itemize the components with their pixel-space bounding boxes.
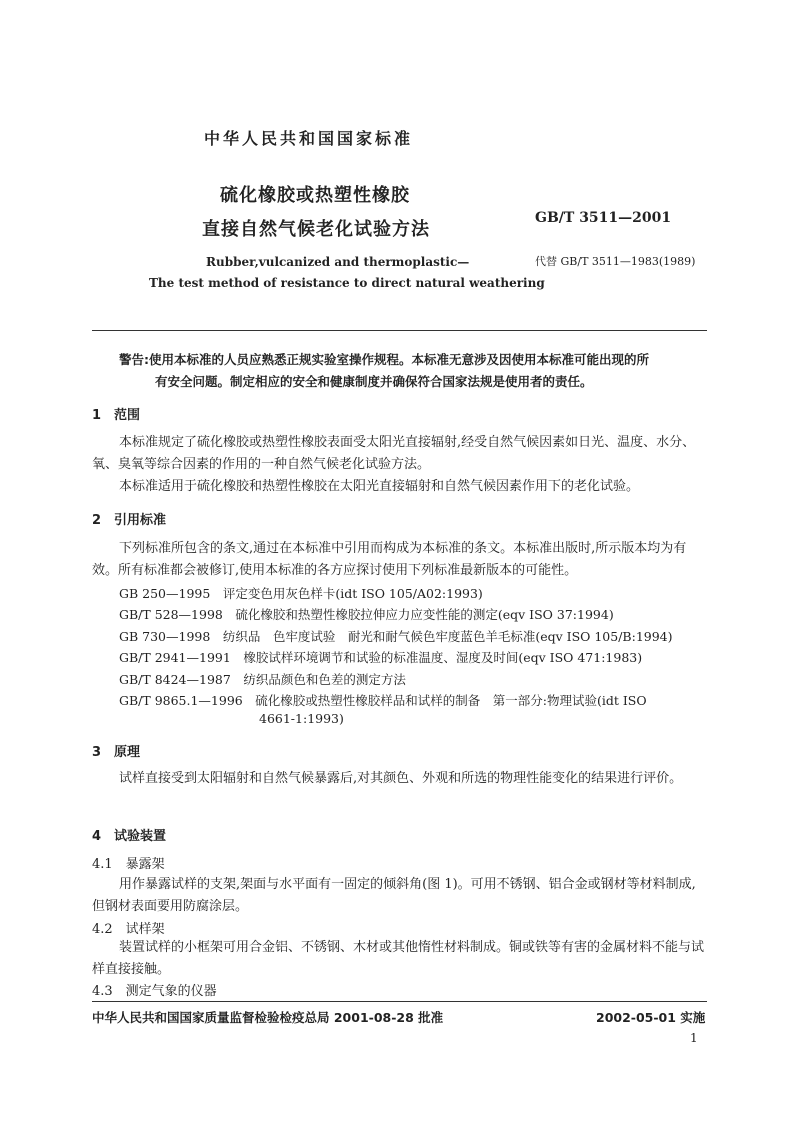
subsection-4-1-para: 用作暴露试样的支架,架面与水平面有一固定的倾斜角(图 1)。可用不锈钢、铝合金或钢材等材料制成,但钢材表面要用防腐涂层。: [92, 877, 696, 914]
section-1-heading: 1 范围: [92, 408, 141, 423]
reference-item: GB/T 8424—1987 纺织品颜色和色差的测定方法: [119, 672, 406, 687]
reference-item: GB 250—1995 评定变色用灰色样卡(idt ISO 105/A02:1993): [119, 586, 483, 601]
subsection-4-2-para: 装置试样的小框架可用合金铝、不锈钢、木材或其他惰性材料制成。铜或铁等有害的金属材料不能与试样直接接触。: [92, 940, 705, 977]
org-title: 中华人民共和国国家标准: [204, 129, 414, 148]
reference-item: GB/T 9865.1—1996 硫化橡胶或热塑性橡胶样品和试样的制备 第一部分:物理试验(idt ISO: [119, 693, 647, 708]
warning-line1: 警告:使用本标准的人员应熟悉正规实验室操作规程。本标准无意涉及因使用本标准可能出现的所: [119, 352, 650, 367]
subsection-4-3-heading: 4.3 测定气象的仪器: [92, 984, 217, 999]
footer-divider: [92, 1001, 707, 1002]
section-1-para1: 本标准规定了硫化橡胶或热塑性橡胶表面受太阳光直接辐射,经受自然气候因素如日光、温度、水分、氧、臭氧等综合因素的作用的一种自然气候老化试验方法。: [92, 435, 696, 472]
subsection-4-2-heading: 4.2 试样架: [92, 922, 165, 937]
english-title-line1: Rubber,vulcanized and thermoplastic—: [206, 255, 470, 269]
header-divider: [92, 330, 707, 331]
reference-item: GB 730—1998 纺织品 色牢度试验 耐光和耐气候色牢度蓝色羊毛标准(eqv ISO 105/B:1994): [119, 629, 673, 644]
english-title-line2: The test method of resistance to direct natural weathering: [149, 276, 545, 290]
warning-line2: 有安全问题。制定相应的安全和健康制度并确保符合国家法规是使用者的责任。: [155, 374, 593, 389]
reference-item: GB/T 2941—1991 橡胶试样环境调节和试验的标准温度、湿度及时间(eqv ISO 471:1983): [119, 650, 643, 665]
standard-number: GB/T 3511—2001: [535, 210, 672, 226]
replaces-standard: 代替 GB/T 3511—1983(1989): [535, 255, 696, 268]
subsection-4-1-heading: 4.1 暴露架: [92, 857, 165, 872]
approval-issuer: 中华人民共和国国家质量监督检验检疫总局 2001-08-28 批准: [92, 1010, 444, 1025]
section-2-heading: 2 引用标准: [92, 513, 167, 528]
document-title-line2: 直接自然气候老化试验方法: [202, 219, 430, 240]
section-2-intro: 下列标准所包含的条文,通过在本标准中引用而构成为本标准的条文。本标准出版时,所示版本均为有效。所有标准都会被修订,使用本标准的各方应探讨使用下列标准最新版本的可能性。: [92, 541, 687, 578]
reference-item-continuation: 4661-1:1993): [259, 711, 344, 726]
section-1-para2: 本标准适用于硫化橡胶和热塑性橡胶在太阳光直接辐射和自然气候因素作用下的老化试验。: [119, 479, 640, 494]
section-3-para: 试样直接受到太阳辐射和自然气候暴露后,对其颜色、外观和所选的物理性能变化的结果进行评价。: [119, 771, 683, 786]
page-number: 1: [690, 1031, 698, 1045]
section-4-heading: 4 试验装置: [92, 829, 167, 844]
reference-item: GB/T 528—1998 硫化橡胶和热塑性橡胶拉伸应力应变性能的测定(eqv ISO 37:1994): [119, 607, 614, 622]
document-title-line1: 硫化橡胶或热塑性橡胶: [220, 185, 410, 206]
effective-date: 2002-05-01 实施: [596, 1010, 706, 1025]
section-3-heading: 3 原理: [92, 745, 141, 760]
